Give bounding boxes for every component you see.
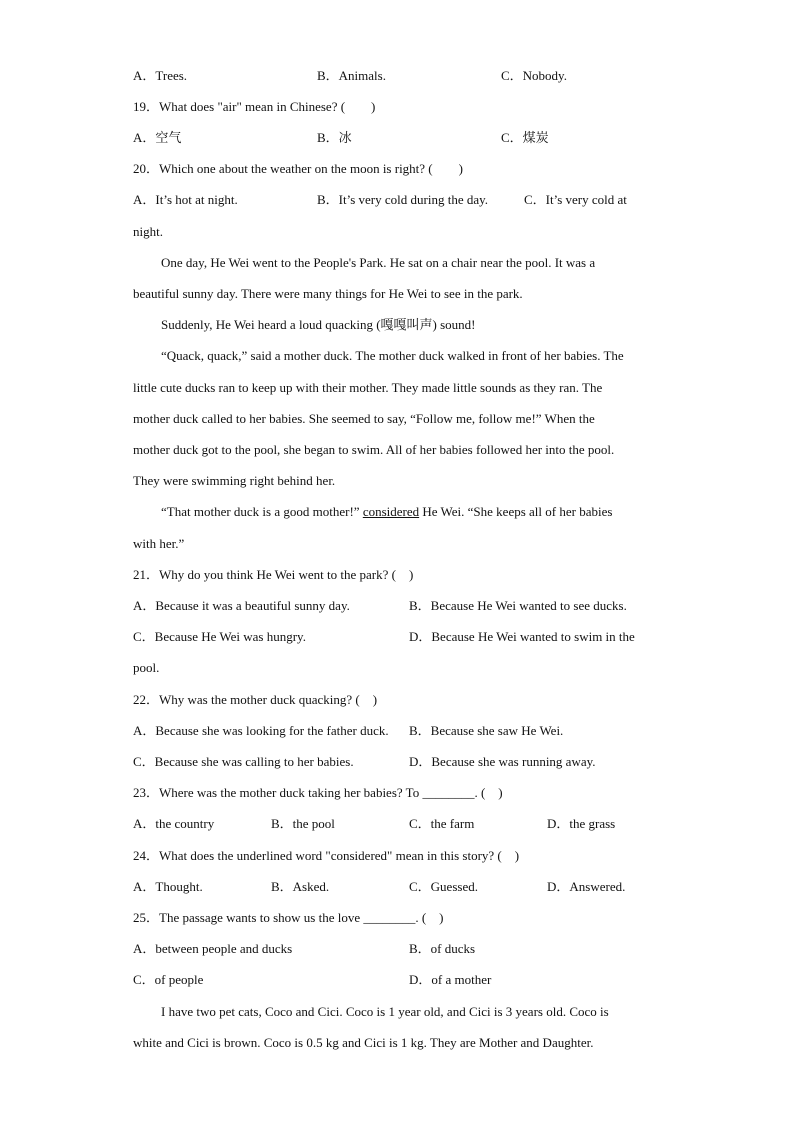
passage-line: mother duck got to the pool, she began to swim. All of her babies followed her into the pool.	[133, 442, 615, 457]
passage-line: white and Cici is brown. Coco is 0.5 kg and Cici is 1 kg. They are Mother and Daughter.	[133, 1035, 594, 1050]
q25-option-c[interactable]: C．of people	[133, 972, 204, 987]
q19-stem: 19．What does "air" mean in Chinese? ( )	[133, 99, 376, 114]
passage-line: mother duck called to her babies. She seemed to say, “Follow me, follow me!” When the	[133, 411, 595, 426]
q19-option-a[interactable]: A．空气	[133, 130, 182, 145]
q23-option-a[interactable]: A．the country	[133, 816, 215, 831]
q18-option-a[interactable]: A．Trees.	[133, 68, 188, 83]
q25-option-d[interactable]: D．of a mother	[409, 972, 492, 987]
q21-option-c[interactable]: C．Because He Wei was hungry.	[133, 629, 306, 644]
passage-line: little cute ducks ran to keep up with their mother. They made little sounds as they ran. The	[133, 380, 603, 395]
q21-option-a[interactable]: A．Because it was a beautiful sunny day.	[133, 598, 350, 613]
q24-option-b[interactable]: B．Asked.	[271, 879, 330, 894]
q20-stem: 20．Which one about the weather on the moon is right? ( )	[133, 161, 463, 176]
passage-line: beautiful sunny day. There were many things for He Wei to see in the park.	[133, 286, 523, 301]
q22-option-c[interactable]: C．Because she was calling to her babies.	[133, 754, 354, 769]
q21-option-b[interactable]: B．Because He Wei wanted to see ducks.	[409, 598, 627, 613]
q24-option-d[interactable]: D．Answered.	[547, 879, 626, 894]
q22-stem: 22．Why was the mother duck quacking? ( )	[133, 692, 378, 707]
q23-option-c[interactable]: C．the farm	[409, 816, 475, 831]
passage-line: I have two pet cats, Coco and Cici. Coco is 1 year old, and Cici is 3 years old. Coco is	[161, 1004, 609, 1019]
q23-option-d[interactable]: D．the grass	[547, 816, 616, 831]
q25-option-a[interactable]: A．between people and ducks	[133, 941, 293, 956]
q21-option-d-continued: pool.	[133, 660, 160, 675]
q20-option-c[interactable]: C．It’s very cold at	[524, 192, 627, 207]
passage-line: One day, He Wei went to the People's Park. He sat on a chair near the pool. It was a	[161, 255, 596, 270]
q19-option-c[interactable]: C．煤炭	[501, 130, 549, 145]
passage-text: “That mother duck is a good mother!”	[161, 504, 363, 519]
passage-line: “Quack, quack,” said a mother duck. The mother duck walked in front of her babies. The	[161, 348, 624, 363]
q22-option-d[interactable]: D．Because she was running away.	[409, 754, 596, 769]
q20-option-b[interactable]: B．It’s very cold during the day.	[317, 192, 489, 207]
passage-text: He Wei. “She keeps all of her babies	[419, 504, 613, 519]
q21-option-d[interactable]: D．Because He Wei wanted to swim in the	[409, 629, 635, 644]
underlined-word-considered: considered	[362, 504, 420, 519]
q18-option-c[interactable]: C．Nobody.	[501, 68, 567, 83]
q19-option-b[interactable]: B．冰	[317, 130, 352, 145]
passage-line-with-underline	[161, 503, 612, 521]
q24-option-c[interactable]: C．Guessed.	[409, 879, 478, 894]
q24-option-a[interactable]: A．Thought.	[133, 879, 203, 894]
q25-stem: 25．The passage wants to show us the love ________. ( )	[133, 910, 444, 925]
q20-option-c-continued: night.	[133, 224, 163, 239]
passage-line: with her.”	[133, 536, 185, 551]
q23-option-b[interactable]: B．the pool	[271, 816, 335, 831]
q22-option-b[interactable]: B．Because she saw He Wei.	[409, 723, 564, 738]
passage-line: They were swimming right behind her.	[133, 473, 336, 488]
q25-option-b[interactable]: B．of ducks	[409, 941, 476, 956]
q23-stem: 23．Where was the mother duck taking her babies? To ________. ( )	[133, 785, 503, 800]
q21-stem: 21．Why do you think He Wei went to the park? ( )	[133, 567, 414, 582]
q24-stem: 24．What does the underlined word "considered" mean in this story? ( )	[133, 848, 520, 863]
q22-option-a[interactable]: A．Because she was looking for the father duck.	[133, 723, 389, 738]
passage-line: Suddenly, He Wei heard a loud quacking (嘎嘎叫声) sound!	[161, 317, 476, 332]
q20-option-a[interactable]: A．It’s hot at night.	[133, 192, 238, 207]
q18-option-b[interactable]: B．Animals.	[317, 68, 386, 83]
